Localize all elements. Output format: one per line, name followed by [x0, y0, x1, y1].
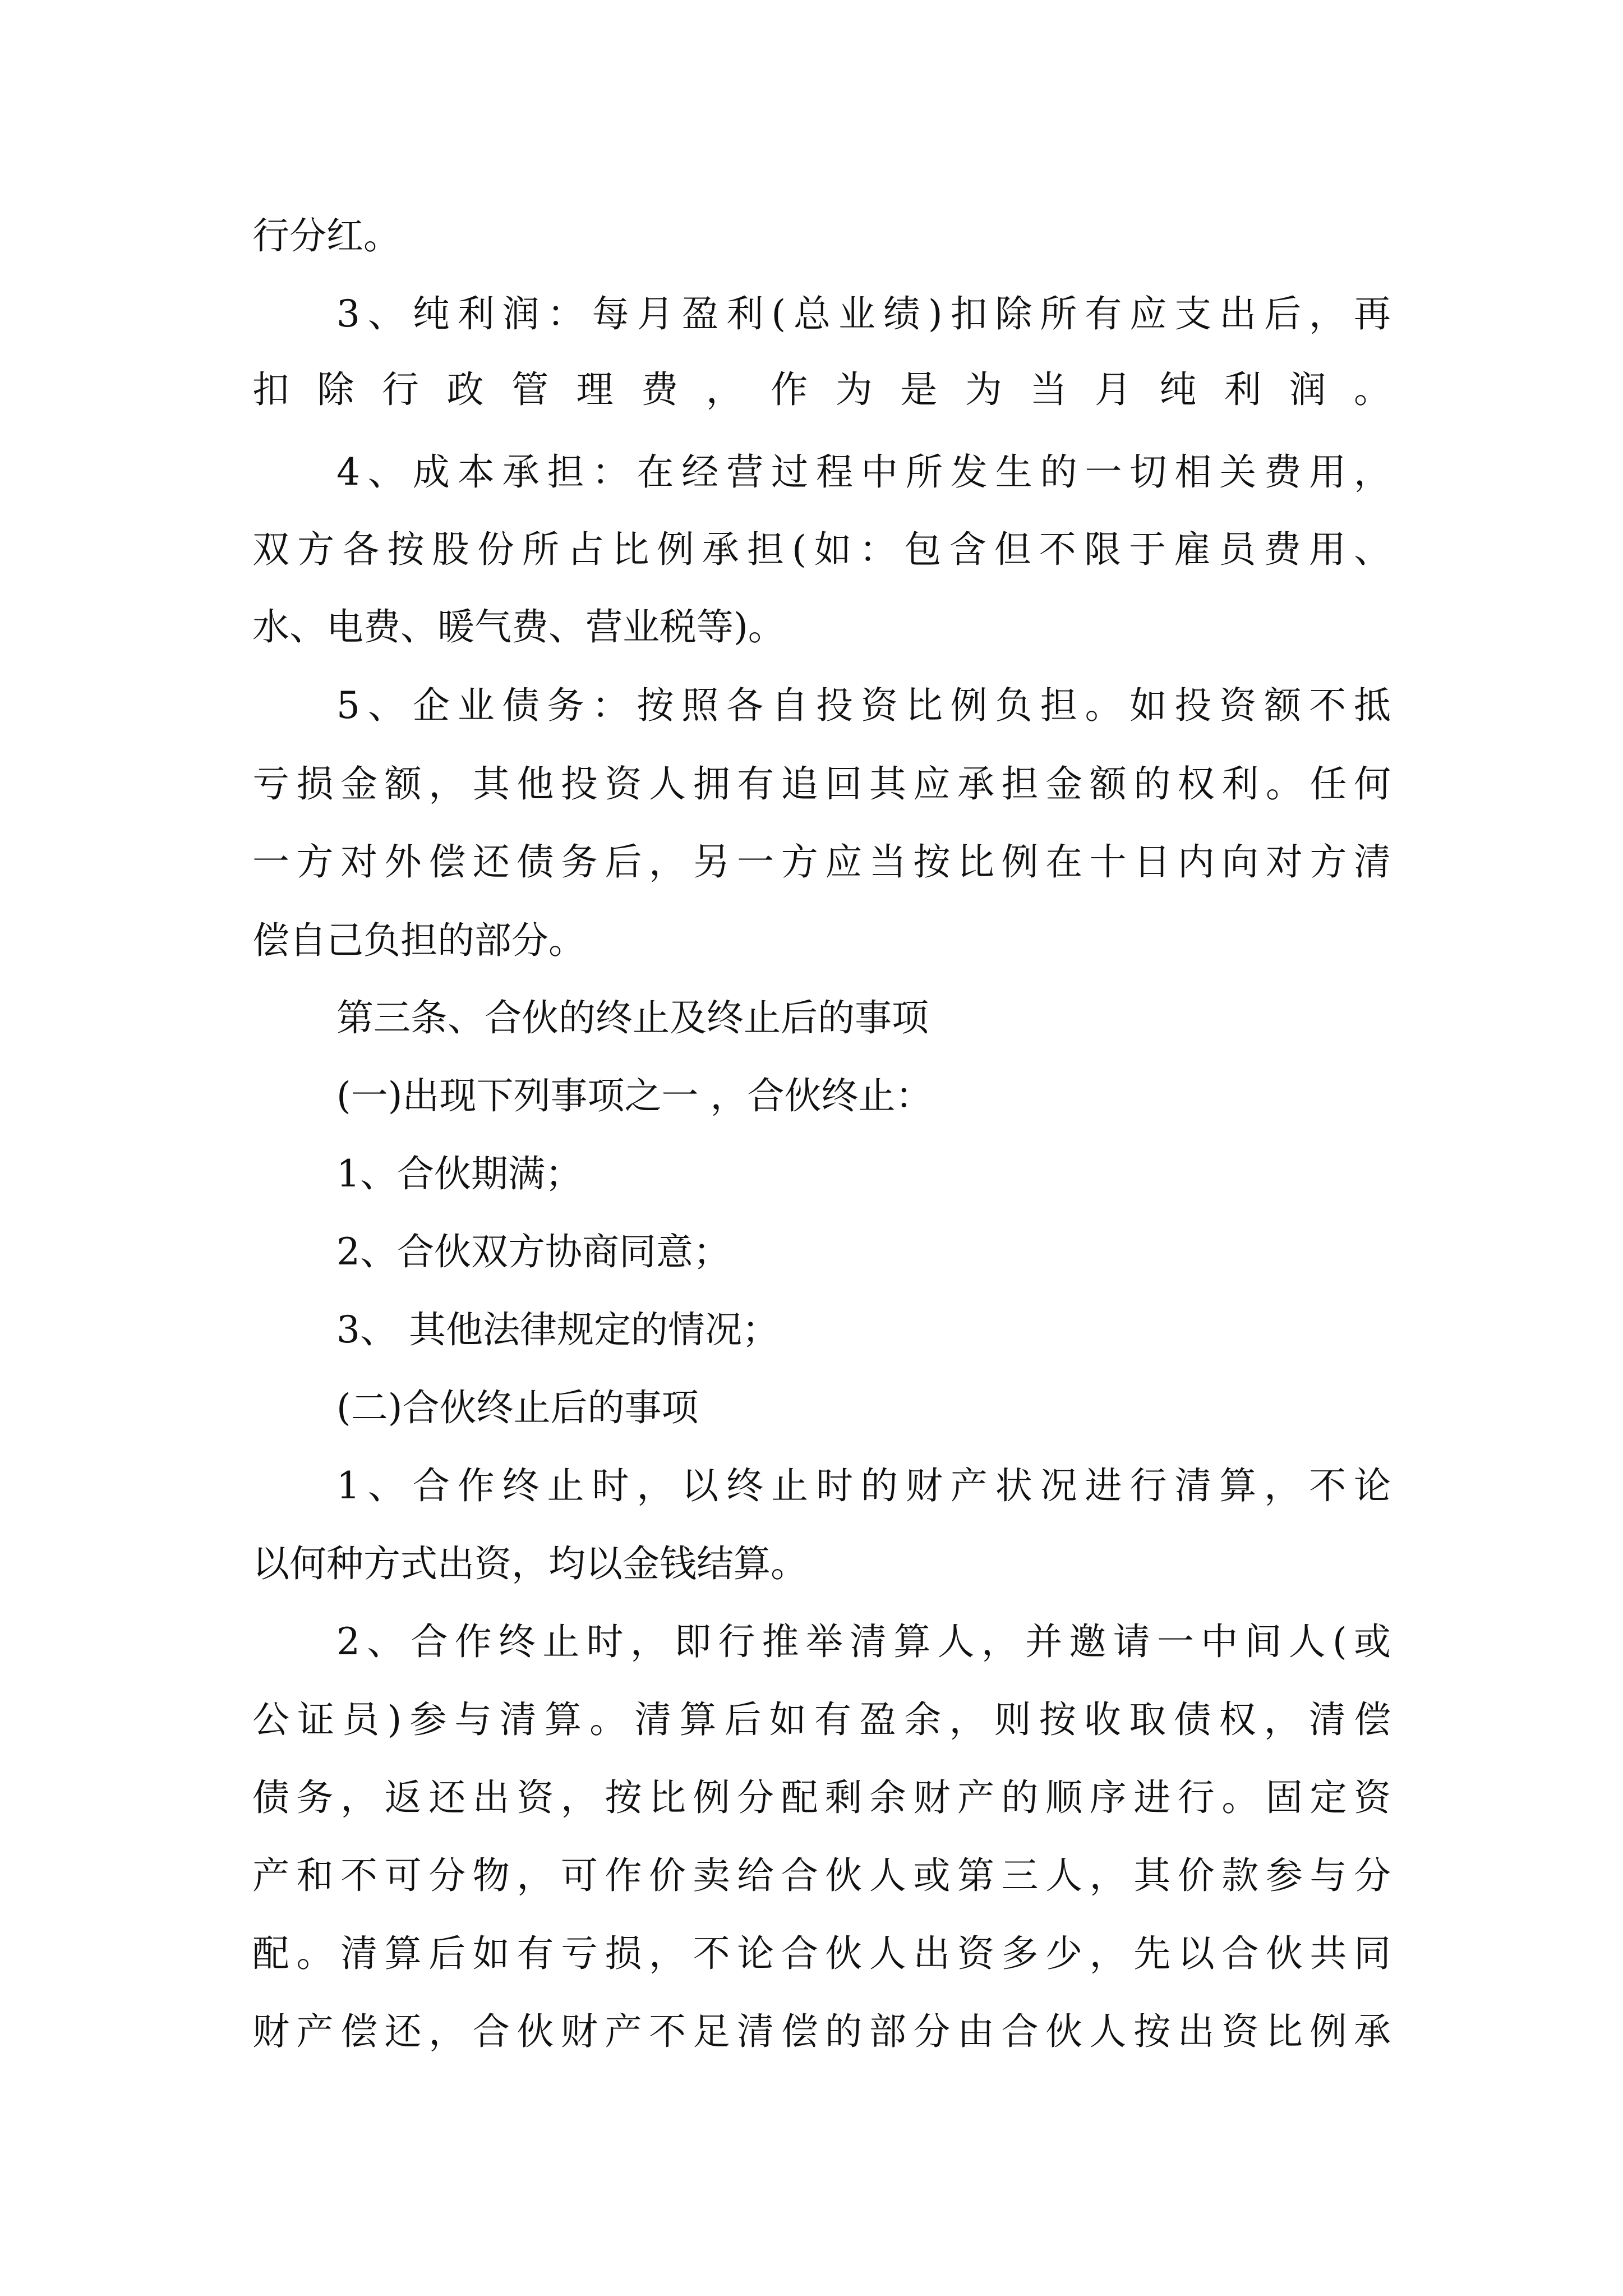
- paragraph-line: 5、企业债务：按照各自投资比例负担。如投资额不抵: [336, 684, 1391, 727]
- paragraph-line: 2、合作终止时，即行推举清算人，并邀请一中间人(或: [336, 1620, 1391, 1663]
- list-item: 1、合伙期满；: [336, 1152, 582, 1195]
- paragraph-line: (一)出现下列事项之一 ，合伙终止：: [336, 1074, 933, 1117]
- list-item: 2、合伙双方协商同意；: [336, 1230, 730, 1273]
- paragraph-line: 4、成本承担：在经营过程中所发生的一切相关费用，: [336, 450, 1391, 494]
- paragraph-line: 3、纯利润：每月盈利(总业绩)扣除所有应支出后，再: [336, 292, 1391, 335]
- paragraph-line: 亏损金额，其他投资人拥有追回其应承担金额的权利。任何: [252, 762, 1391, 806]
- paragraph-line: 1、合作终止时，以终止时的财产状况进行清算，不论: [336, 1464, 1391, 1507]
- list-item: 3、 其他法律规定的情况；: [336, 1308, 779, 1351]
- paragraph-line: 行分红。: [252, 214, 400, 257]
- paragraph-line: 财产偿还，合伙财产不足清偿的部分由合伙人按出资比例承: [252, 2010, 1391, 2053]
- paragraph-line: 扣除行政管理费，作为是为当月纯利润。: [252, 368, 1391, 411]
- paragraph-line: 一方对外偿还债务后，另一方应当按比例在十日内向对方清: [252, 840, 1391, 884]
- paragraph-line: 配。清算后如有亏损，不论合伙人出资多少，先以合伙共同: [252, 1932, 1391, 1975]
- section-heading: 第三条、合伙的终止及终止后的事项: [336, 996, 929, 1039]
- paragraph-line: 公证员)参与清算。清算后如有盈余，则按收取债权，清偿: [252, 1698, 1391, 1741]
- paragraph-line: (二)合伙终止后的事项: [336, 1386, 699, 1429]
- paragraph-line: 水、电费、暖气费、营业税等)。: [252, 605, 785, 648]
- paragraph-line: 产和不可分物，可作价卖给合伙人或第三人，其价款参与分: [252, 1854, 1391, 1897]
- paragraph-line: 偿自己负担的部分。: [252, 919, 585, 962]
- paragraph-line: 以何种方式出资，均以金钱结算。: [252, 1542, 808, 1585]
- paragraph-line: 双方各按股份所占比例承担(如：包含但不限于雇员费用、: [252, 528, 1391, 571]
- paragraph-line: 债务，返还出资，按比例分配剩余财产的顺序进行。固定资: [252, 1776, 1391, 1819]
